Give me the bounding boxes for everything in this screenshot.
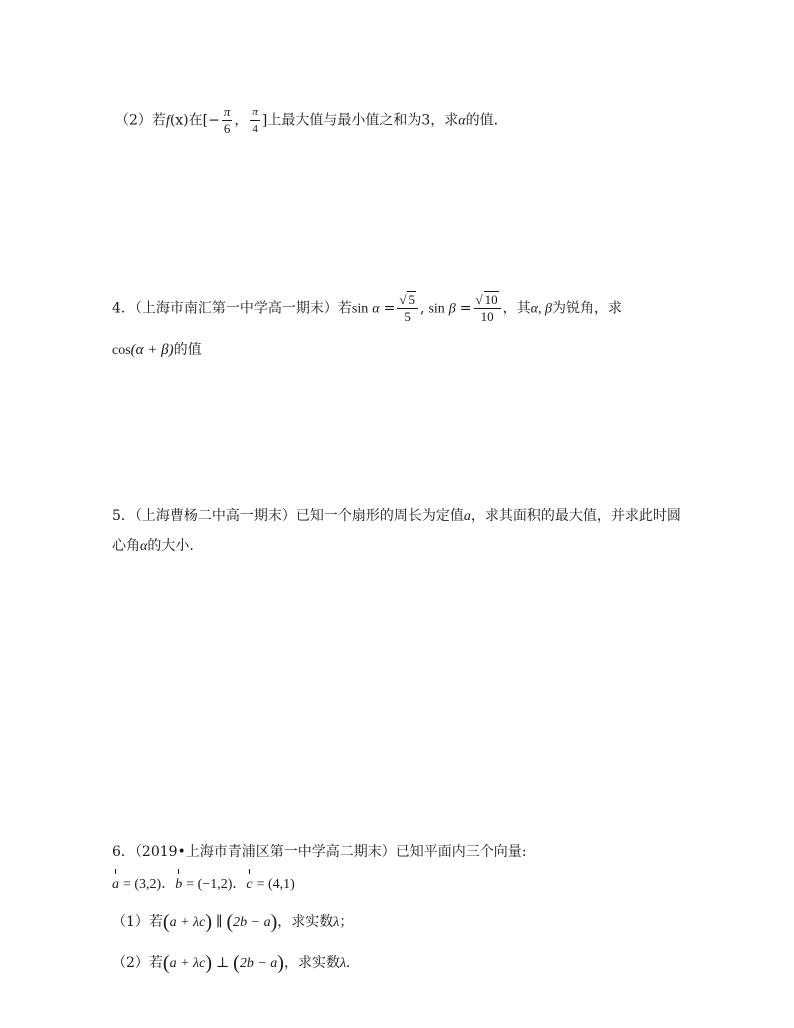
q6-label-line bbox=[112, 842, 527, 862]
q3-comma: ， bbox=[234, 112, 249, 129]
q3-zai: 在 bbox=[188, 112, 203, 129]
q3-four: 4 bbox=[252, 123, 258, 135]
q4-eq2: = bbox=[459, 300, 472, 317]
q6-p1-rparen: ) bbox=[205, 911, 212, 933]
q6-p2-inner: a + λc bbox=[169, 956, 206, 971]
q6-p1-rest: ，求实数 bbox=[277, 914, 334, 930]
q6-p2-rest: ，求实数 bbox=[283, 955, 340, 971]
q4-sin2: sin bbox=[428, 301, 445, 317]
q4-beta: β bbox=[448, 301, 456, 317]
q6-p2-lparen2: ( bbox=[233, 952, 240, 974]
q6-part2-line bbox=[112, 953, 360, 974]
q5-a: a bbox=[463, 509, 471, 524]
q4-den2: 10 bbox=[480, 309, 494, 324]
q5-alpha: α bbox=[140, 539, 148, 554]
q4-den1: 5 bbox=[404, 309, 411, 324]
q6-vectors-line bbox=[112, 874, 295, 895]
q6-p2-prefix: （2）若 bbox=[112, 955, 163, 971]
q6-p1-inner: a + λc bbox=[169, 915, 206, 930]
q4-eq1: = bbox=[383, 300, 396, 317]
q6-p1-lparen2: ( bbox=[226, 911, 234, 933]
q4-cos-arg: (α + β) bbox=[130, 342, 174, 358]
q4-alpha: α bbox=[372, 301, 380, 317]
q5-line1 bbox=[112, 506, 681, 527]
q5-line2-a: 心角 bbox=[112, 538, 140, 554]
q4-num1: 5 bbox=[408, 292, 415, 307]
q3-f: f bbox=[165, 113, 170, 129]
q3-part2-line bbox=[115, 104, 508, 137]
q4-frac-sqrt5 bbox=[397, 292, 418, 325]
q3-frac-pi4 bbox=[250, 104, 260, 137]
q6-p2-lambda: λ bbox=[339, 956, 347, 971]
q4-num2-wrap: √ 10 bbox=[474, 292, 501, 309]
q3-lb: [− bbox=[202, 112, 220, 129]
q6-vb: b bbox=[175, 875, 182, 895]
q6-p1-end: ； bbox=[339, 914, 354, 930]
q6-part1-line bbox=[112, 912, 353, 933]
q6-p1-prefix: （1）若 bbox=[112, 914, 163, 930]
q6-vb-val: = (−1,2) bbox=[186, 877, 233, 892]
q3-frac-pi6 bbox=[222, 104, 233, 137]
q4-line1 bbox=[112, 292, 622, 325]
q6-p2-lparen: ( bbox=[162, 952, 170, 974]
q3-part2-prefix: （2）若 bbox=[115, 112, 166, 129]
q6-p1-lparen: ( bbox=[162, 911, 170, 933]
q3-six: 6 bbox=[223, 121, 231, 136]
q4-ab: α, β bbox=[530, 301, 552, 317]
q6-p2-rparen: ) bbox=[205, 952, 212, 974]
q6-dot2: ． bbox=[232, 876, 247, 892]
q5-line1-b: ，求其面积的最大值，并求此时圆 bbox=[470, 508, 681, 524]
q6-p2-end: ． bbox=[346, 955, 361, 971]
q6-p2-rel: ⊥ bbox=[216, 955, 230, 971]
q3-alpha: α bbox=[458, 113, 466, 129]
q3-rest: ]上最大值与最小值之和为3，求 bbox=[261, 112, 459, 129]
q4-sin1: sin bbox=[351, 301, 369, 317]
q6-vc-val: = (4,1) bbox=[256, 877, 295, 892]
q6-p1-lambda: λ bbox=[333, 915, 340, 930]
q6-p1-inner2: 2b − a bbox=[233, 915, 271, 930]
q6-va: a bbox=[112, 875, 119, 895]
q3-pi1: π bbox=[223, 104, 231, 119]
q4-mid: ，其 bbox=[502, 300, 531, 317]
q5-line2-b: 的大小. bbox=[147, 538, 194, 554]
q3-end: 的值． bbox=[465, 112, 508, 129]
q6-label: 6．（2019•上海市青浦区第一中学高二期末）已知平面内三个向量: bbox=[112, 844, 527, 860]
q5-line1-a: 5．（上海曹杨二中高一期末）已知一个扇形的周长为定值 bbox=[112, 508, 464, 524]
q6-p1-rparen2: ) bbox=[270, 911, 278, 933]
q4-frac-sqrt10 bbox=[474, 292, 501, 325]
q4-cos: cos bbox=[112, 343, 131, 358]
q4-line2 bbox=[112, 340, 202, 361]
q6-p2-rparen2: ) bbox=[277, 952, 284, 974]
q6-dot1: ． bbox=[161, 876, 176, 892]
q3-pi2: π bbox=[250, 104, 260, 121]
q3-x: (x) bbox=[169, 112, 189, 129]
q4-num2: 10 bbox=[484, 292, 498, 307]
q5-line2 bbox=[112, 536, 194, 557]
q4-rest: 为锐角，求 bbox=[551, 300, 622, 317]
q6-vc: c bbox=[246, 875, 252, 895]
q4-num1-wrap: √ 5 bbox=[397, 292, 418, 309]
q6-va-val: = (3,2) bbox=[123, 877, 162, 892]
q4-label: 4．（上海市南汇第一中学高一期末）若 bbox=[112, 300, 352, 317]
q4-line2-rest: 的值 bbox=[173, 342, 202, 358]
q6-p2-inner2: 2b − a bbox=[239, 956, 278, 971]
q6-p1-rel: ∥ bbox=[216, 914, 223, 930]
q4-sep: , bbox=[419, 300, 425, 317]
